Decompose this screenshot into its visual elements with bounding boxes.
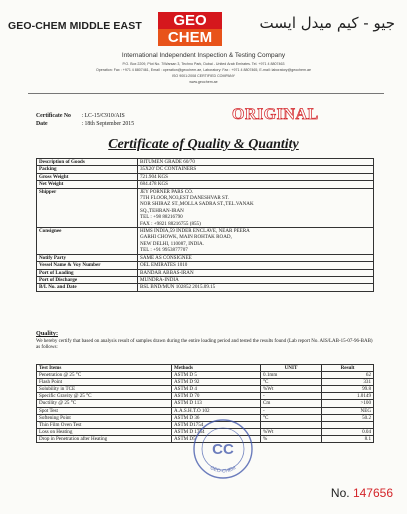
goods-field-label: Port of Discharge (37, 276, 138, 283)
goods-row (37, 181, 374, 188)
test-method: ASTM D1754 (172, 421, 261, 428)
goods-value-line: FAX : +9821 88216755 (855) (140, 220, 201, 227)
goods-value-line: 35X20' DC CONTAINERS (140, 166, 197, 173)
test-method: ASTM D 113 (172, 400, 261, 407)
test-row (37, 379, 374, 386)
header-unit: UNIT (261, 365, 322, 372)
test-item: Ductility @ 25 °C (37, 400, 172, 407)
original-stamp: ORIGINAL (232, 106, 319, 123)
goods-value-line: SAME AS CONSIGNEE (140, 254, 192, 261)
test-row (37, 407, 374, 414)
certificate-date-label: Date (36, 121, 48, 127)
test-unit: %Wt (261, 386, 322, 393)
goods-field-label: Gross Weight (37, 173, 138, 180)
test-item: Penetration @ 25 °C (37, 372, 172, 379)
test-item: Thin Film Oven Test (37, 421, 172, 428)
header-result: Result (322, 365, 374, 372)
header-methods: Methods (172, 365, 261, 372)
address-line-2: Operation: Fax : +971 4 8807461, Email : operation@geochem.ae, Laboratory: Fax : +971 4 8807465, E-mail: laboratory@geochem.ae (95, 68, 312, 72)
goods-field-label: Vessel Name & Voy Number (37, 262, 138, 269)
goods-details-table (36, 158, 374, 292)
goods-row (37, 284, 374, 291)
test-unit: °C (261, 414, 322, 421)
test-item: Drop in Penetration after Heating (37, 435, 172, 442)
quality-heading: Quality: (36, 330, 59, 337)
goods-row (37, 269, 374, 276)
goods-field-value (138, 262, 374, 269)
test-method: A.A.S.H.T.O 102 (172, 407, 261, 414)
goods-field-value (138, 228, 374, 255)
goods-field-value (138, 181, 374, 188)
test-method: ASTM D 36 (172, 414, 261, 421)
goods-field-value (138, 159, 374, 166)
test-result: 50.2 (322, 414, 374, 421)
seal-text: GEO-CHEM (208, 465, 238, 475)
test-method: ASTM D 1754 (172, 428, 261, 435)
goods-field-label: Packing (37, 166, 138, 173)
goods-field-label: B/L No. and Date (37, 284, 138, 291)
certificate-date-value: : 18th September 2015 (81, 121, 135, 127)
test-unit: - (261, 407, 322, 414)
goods-row (37, 188, 374, 227)
goods-field-label: Net Weight (37, 181, 138, 188)
test-unit: Cm (261, 400, 322, 407)
goods-value-line: HIMS INDIA,59 INDER ENCLAVE, NEAR PEERA (140, 228, 250, 235)
goods-row (37, 254, 374, 261)
goods-value-line: NOR SHIRAZ ST.,MOLLA SADRA ST.,TEL.VANAK (140, 201, 254, 208)
test-item: Softening Point (37, 414, 172, 421)
serial-number (331, 486, 393, 500)
test-table-header (37, 365, 374, 372)
goods-field-label: Notify Party (37, 254, 138, 261)
logo-bottom-text: CHEM (158, 29, 222, 46)
address-line-3: ISO 9001:2008 CERTIFIED COMPANY (172, 74, 235, 78)
certificate-number-label: Certificate No (36, 113, 71, 119)
company-name-english: GEO-CHEM MIDDLE EAST (8, 20, 142, 32)
test-method: ASTM D 5 (172, 372, 261, 379)
goods-value-line: 721.904 KGS (140, 173, 169, 180)
test-row (37, 393, 374, 400)
company-seal-stamp (192, 418, 254, 480)
certificate-number (36, 113, 125, 119)
goods-value-line: JEY PORNER PARS CO. (140, 188, 194, 195)
test-item: Specific Gravity @ 25 °C (37, 393, 172, 400)
serial-value: 147656 (352, 486, 393, 500)
goods-row (37, 173, 374, 180)
test-result: 99.8 (322, 386, 374, 393)
goods-row (37, 228, 374, 255)
test-method: ASTM D 92 (172, 379, 261, 386)
goods-value-line: SQ.,TEHRAN-IRAN (140, 207, 184, 214)
goods-value-line: MUNDRA-INDIA (140, 276, 179, 283)
goods-row (37, 276, 374, 283)
company-name-arabic: جيو - كيم ميدل ايست (259, 14, 395, 32)
test-result: 1.0149 (322, 393, 374, 400)
test-item: Solubility in TCE (37, 386, 172, 393)
goods-field-label: Consignee (37, 228, 138, 255)
test-method: ASTM D 70 (172, 393, 261, 400)
geochem-logo (158, 12, 222, 46)
goods-field-label: Description of Goods (37, 159, 138, 166)
test-result: 62 (322, 372, 374, 379)
goods-field-value (138, 173, 374, 180)
test-unit: 0.1mm (261, 372, 322, 379)
test-method: ASTM D 4 (172, 386, 261, 393)
certificate-date (36, 121, 134, 127)
company-subtitle: International Independent Inspection & Testing Company (121, 52, 286, 59)
header-divider (28, 93, 384, 94)
test-row (37, 400, 374, 407)
quality-statement: We hereby certify that based on analysis result of samples drawn during the entire loading period and tested the results found (Lab report No. AIS/LAB-15-07-96-BAB) as follows: (36, 339, 373, 351)
goods-value-line: BITUMEN GRADE 60/70 (140, 159, 195, 165)
goods-value-line: 684.478 KGS (140, 181, 169, 188)
serial-prefix: No. (330, 486, 350, 500)
test-row (37, 372, 374, 379)
logo-top-text: GEO (158, 12, 222, 29)
test-result: 0.04 (322, 428, 374, 435)
test-unit: %Wt (261, 428, 322, 435)
goods-value-line: OEL EMIRATES 1010 (140, 262, 188, 269)
header-test-items: Test Items (37, 365, 172, 372)
goods-value-line: NEW DELHI, 110087, INDIA. (140, 240, 204, 247)
test-item: Flash Point (37, 379, 172, 386)
test-result: 8.1 (322, 435, 374, 442)
test-result: NEG (322, 407, 374, 414)
test-unit: °C (261, 379, 322, 386)
goods-field-value (138, 188, 374, 227)
goods-field-value (138, 166, 374, 173)
svg-text:CC: CC (212, 441, 234, 458)
goods-row (37, 166, 374, 173)
certificate-number-value: : LC-15/C910/AIS (81, 113, 125, 119)
address-line-1: P.O. Box 2209, Plot No. 7/Warsan 3, Techno Park, Dubai - United Arab Emirates. Tel. +971 4 8807463 (122, 62, 285, 66)
test-unit: % (261, 435, 322, 442)
goods-field-label: Shipper (37, 188, 138, 227)
test-result: >100 (322, 400, 374, 407)
goods-value-line: 7TH FLOOR,NO3,EST DANESHVAR ST. (140, 195, 229, 202)
goods-field-label: Port of Loading (37, 269, 138, 276)
address-line-4: www.geochem.ae (189, 80, 218, 84)
test-unit: - (261, 393, 322, 400)
test-item: Loss on Heating (37, 428, 172, 435)
test-result (322, 421, 374, 428)
goods-value-line: BSL BND/MUN 102852 2015.09.15 (140, 284, 216, 291)
certificate-title: Certificate of Quality & Quantity (108, 137, 299, 152)
goods-value-line: BANDAR ABBAS-IRAN (140, 269, 194, 276)
goods-value-line: TEL : +91 9953877707 (140, 247, 188, 254)
test-item: Spot Test (37, 407, 172, 414)
goods-field-value (138, 254, 374, 261)
goods-row (37, 262, 374, 269)
goods-field-value (138, 276, 374, 283)
test-unit (261, 421, 322, 428)
svg-text:GEO-CHEM (209, 465, 237, 474)
goods-value-line: TEL : +98 88216790 (140, 214, 183, 221)
test-method: ASTM D5 (172, 435, 261, 442)
goods-field-value (138, 284, 374, 291)
goods-row (37, 159, 374, 166)
goods-value-line: GARHI CHOWK, MAIN ROHTAK ROAD, (140, 234, 232, 241)
test-row (37, 386, 374, 393)
test-result: 331 (322, 379, 374, 386)
goods-field-value (138, 269, 374, 276)
